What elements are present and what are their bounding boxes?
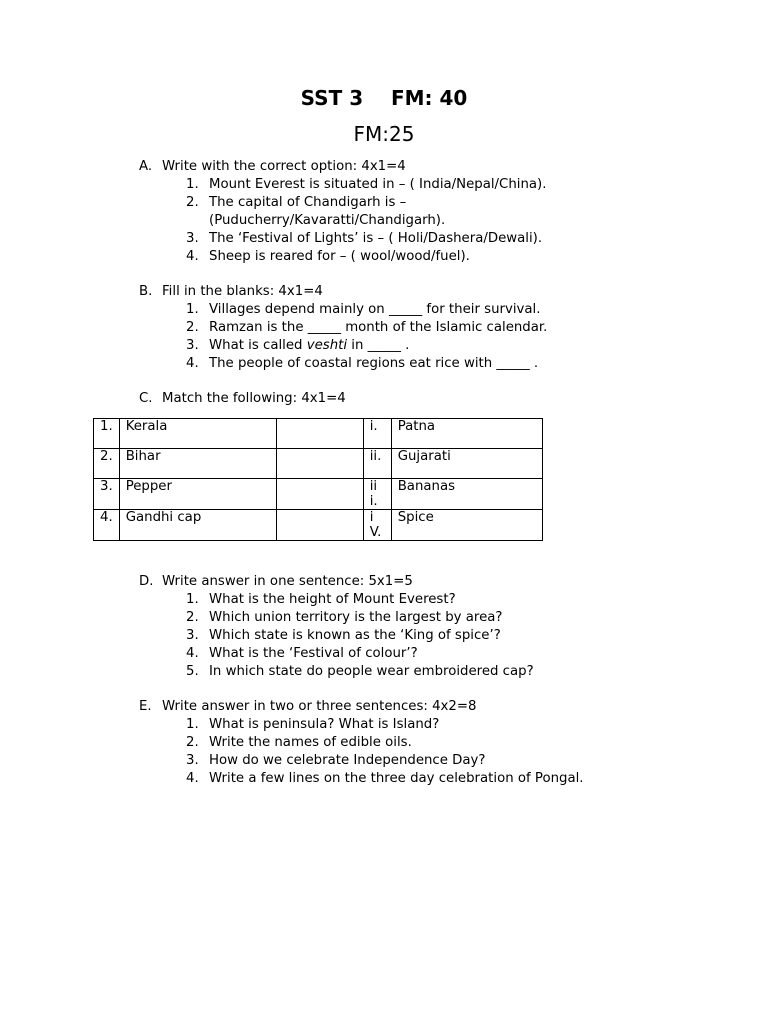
answer-cell[interactable]	[276, 479, 363, 510]
question-item	[139, 663, 739, 681]
question-item	[139, 319, 739, 337]
right-item: Spice	[391, 510, 542, 541]
question-number: 3.	[186, 338, 199, 353]
left-item: Kerala	[119, 419, 276, 449]
question-item	[139, 591, 739, 609]
right-item: Bananas	[391, 479, 542, 510]
question-text: Write a few lines on the three day celebration of Pongal.	[209, 771, 584, 786]
question-list	[139, 716, 739, 788]
question-number: 2.	[186, 610, 199, 625]
question-text: The capital of Chandigarh is – (Puducherry/Kavaratti/Chandigarh).	[209, 195, 446, 228]
question-list	[139, 176, 739, 266]
roman-number: iii.	[363, 479, 391, 510]
table-row	[94, 510, 543, 541]
question-number: 3.	[186, 231, 199, 246]
question-number: 4.	[186, 771, 199, 786]
right-item: Patna	[391, 419, 542, 449]
section-title: Write with the correct option: 4x1=4	[162, 159, 406, 174]
question-number: 4.	[186, 646, 199, 661]
question-number: 3.	[186, 628, 199, 643]
row-number: 3.	[94, 479, 120, 510]
section-letter: A.	[139, 159, 153, 174]
question-item	[139, 770, 739, 788]
question-text: How do we celebrate Independence Day?	[209, 753, 486, 768]
section-title: Write answer in one sentence: 5x1=5	[162, 574, 413, 589]
question-text: What is peninsula? What is Island?	[209, 717, 440, 732]
question-number: 1.	[186, 717, 199, 732]
question-list	[139, 301, 739, 373]
section-heading	[139, 573, 739, 591]
question-text: The people of coastal regions eat rice with _____ .	[209, 356, 539, 371]
question-text: Sheep is reared for – ( wool/wood/fuel).	[209, 249, 470, 264]
right-item: Gujarati	[391, 449, 542, 479]
question-number: 1.	[186, 302, 199, 317]
row-number: 4.	[94, 510, 120, 541]
question-item	[139, 716, 739, 734]
question-text-end: in _____ .	[347, 338, 410, 353]
section-title: Fill in the blanks: 4x1=4	[162, 284, 323, 299]
question-item	[139, 176, 739, 194]
question-text: The ‘Festival of Lights’ is – ( Holi/Dashera/Dewali).	[209, 231, 543, 246]
question-text: Which union territory is the largest by area?	[209, 610, 503, 625]
question-item	[139, 301, 739, 319]
section-c	[139, 390, 739, 408]
roman-number: ii.	[363, 449, 391, 479]
section-letter: C.	[139, 391, 153, 406]
question-text	[209, 337, 589, 355]
section-heading	[139, 390, 739, 408]
question-number: 2.	[186, 195, 199, 210]
row-number: 1.	[94, 419, 120, 449]
question-item	[139, 752, 739, 770]
question-item	[139, 627, 739, 645]
table-row	[94, 449, 543, 479]
question-text: Which state is known as the ‘King of spice’?	[209, 628, 501, 643]
question-text: Mount Everest is situated in – ( India/Nepal/China).	[209, 177, 547, 192]
question-text: Villages depend mainly on _____ for their survival.	[209, 302, 541, 317]
section-a	[139, 158, 739, 266]
section-title: Write answer in two or three sentences: 4x2=8	[162, 699, 477, 714]
answer-cell[interactable]	[276, 419, 363, 449]
question-item	[139, 355, 739, 373]
section-b	[139, 283, 739, 373]
section-letter: B.	[139, 284, 153, 299]
section-heading	[139, 158, 739, 176]
question-text-start: What is called	[209, 338, 307, 353]
left-item: Bihar	[119, 449, 276, 479]
question-text: What is the ‘Festival of colour’?	[209, 646, 418, 661]
question-item	[139, 645, 739, 663]
full-marks-subtitle: FM:25	[353, 122, 415, 146]
question-number: 4.	[186, 356, 199, 371]
match-table	[93, 418, 543, 541]
question-number: 5.	[186, 664, 199, 679]
left-item: Pepper	[119, 479, 276, 510]
question-item	[139, 609, 739, 627]
section-letter: E.	[139, 699, 152, 714]
question-text: In which state do people wear embroidered cap?	[209, 664, 534, 679]
question-text: Write the names of edible oils.	[209, 735, 412, 750]
question-text: What is the height of Mount Everest?	[209, 592, 456, 607]
question-text: Ramzan is the _____ month of the Islamic calendar.	[209, 320, 548, 335]
question-number: 2.	[186, 320, 199, 335]
question-number: 3.	[186, 753, 199, 768]
page-title: SST 3 FM: 40	[300, 86, 468, 110]
table-row	[94, 419, 543, 449]
roman-number: iV.	[363, 510, 391, 541]
emphasized-term: veshti	[306, 338, 348, 353]
answer-cell[interactable]	[276, 510, 363, 541]
section-heading	[139, 283, 739, 301]
section-title: Match the following: 4x1=4	[162, 391, 346, 406]
section-d	[139, 573, 739, 681]
section-heading	[139, 698, 739, 716]
table-row	[94, 479, 543, 510]
question-number: 2.	[186, 735, 199, 750]
question-list	[139, 591, 739, 681]
question-number: 1.	[186, 592, 199, 607]
left-item: Gandhi cap	[119, 510, 276, 541]
question-item	[139, 337, 739, 355]
answer-cell[interactable]	[276, 449, 363, 479]
question-item	[139, 230, 739, 248]
question-item	[139, 734, 739, 752]
section-letter: D.	[139, 574, 154, 589]
question-item	[139, 248, 739, 266]
row-number: 2.	[94, 449, 120, 479]
question-item	[139, 194, 739, 230]
section-e	[139, 698, 739, 788]
roman-number: i.	[363, 419, 391, 449]
question-number: 4.	[186, 249, 199, 264]
question-number: 1.	[186, 177, 199, 192]
